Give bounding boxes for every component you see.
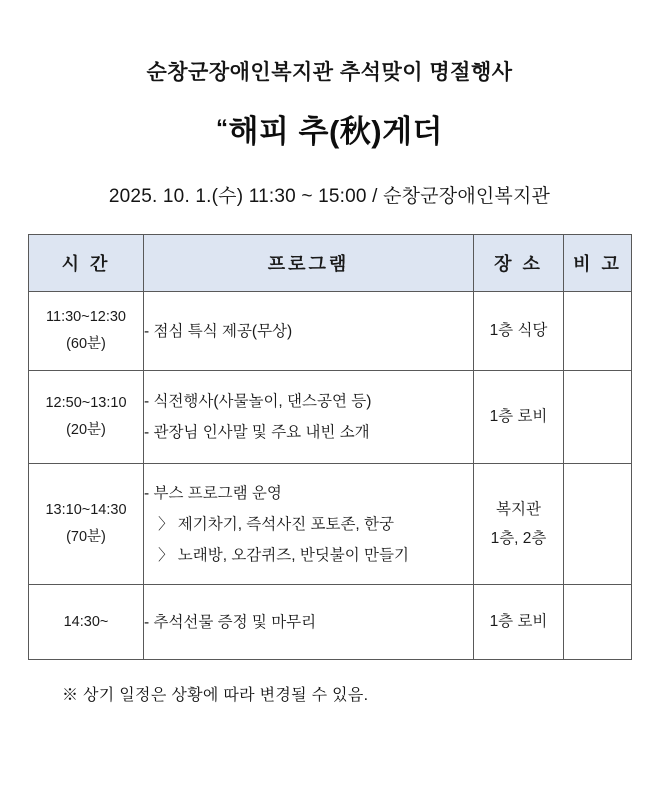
cell-note [564, 292, 632, 371]
main-title-text: 해피 추(秋)게더 [228, 114, 443, 149]
time-line: (70분) [66, 529, 106, 545]
footnote: ※ 상기 일정은 상황에 따라 변경될 수 있음. [62, 687, 369, 704]
cell-place [474, 585, 564, 660]
cell-note [564, 585, 632, 660]
event-datetime-location: 2025. 10. 1.(수) 11:30 ~ 15:00 / 순창군장애인복지관 [108, 186, 551, 207]
program-line: - 추석선물 증정 및 마무리 [144, 613, 317, 631]
event-subtitle: 순창군장애인복지관 추석맞이 명절행사 [146, 61, 513, 84]
column-header-note: 비 고 [564, 235, 632, 292]
cell-place [474, 371, 564, 464]
opening-quote-mark: “ [216, 115, 229, 142]
cell-note [564, 464, 632, 585]
place-line: 1층, 2층 [490, 530, 547, 547]
column-header-time: 시 간 [29, 235, 144, 292]
place-line: 1층 식당 [489, 322, 548, 340]
place-line: 복지관 [496, 500, 541, 518]
table-header-row [29, 235, 632, 292]
table-row [29, 292, 632, 371]
cell-time [29, 371, 144, 464]
table-row [29, 585, 632, 660]
table-row [29, 464, 632, 585]
program-line: - 식전행사(사물놀이, 댄스공연 등) [144, 393, 372, 410]
time-line: 13:10~14:30 [45, 502, 127, 519]
cell-place [474, 292, 564, 371]
cell-time [29, 292, 144, 371]
time-line: 12:50~13:10 [45, 395, 127, 412]
document-page [0, 56, 659, 796]
time-line: 11:30~12:30 [46, 309, 126, 326]
cell-program [144, 371, 474, 464]
time-line: (60분) [66, 336, 106, 352]
cell-program [144, 292, 474, 371]
cell-program [144, 464, 474, 585]
program-subline: 〉 제기차기, 즉석사진 포토존, 한궁 [158, 515, 394, 533]
time-line: 14:30~ [63, 613, 109, 630]
column-header-program: 프로그램 [144, 235, 474, 292]
page-title [28, 106, 631, 151]
program-subline: 〉 노래방, 오감퀴즈, 반딧불이 만들기 [158, 546, 409, 564]
cell-program [144, 585, 474, 660]
program-line: - 관장님 인사말 및 주요 내빈 소개 [144, 424, 370, 441]
program-line: - 부스 프로그램 운영 [144, 484, 282, 502]
time-line: (20분) [66, 422, 106, 438]
place-line: 1층 로비 [489, 408, 548, 426]
place-line: 1층 로비 [489, 613, 548, 631]
cell-time [29, 464, 144, 585]
cell-time [29, 585, 144, 660]
column-header-place: 장 소 [474, 235, 564, 292]
schedule-table [28, 234, 632, 660]
cell-note [564, 371, 632, 464]
table-row [29, 371, 632, 464]
program-line: - 점심 특식 제공(무상) [144, 322, 293, 340]
cell-place [474, 464, 564, 585]
